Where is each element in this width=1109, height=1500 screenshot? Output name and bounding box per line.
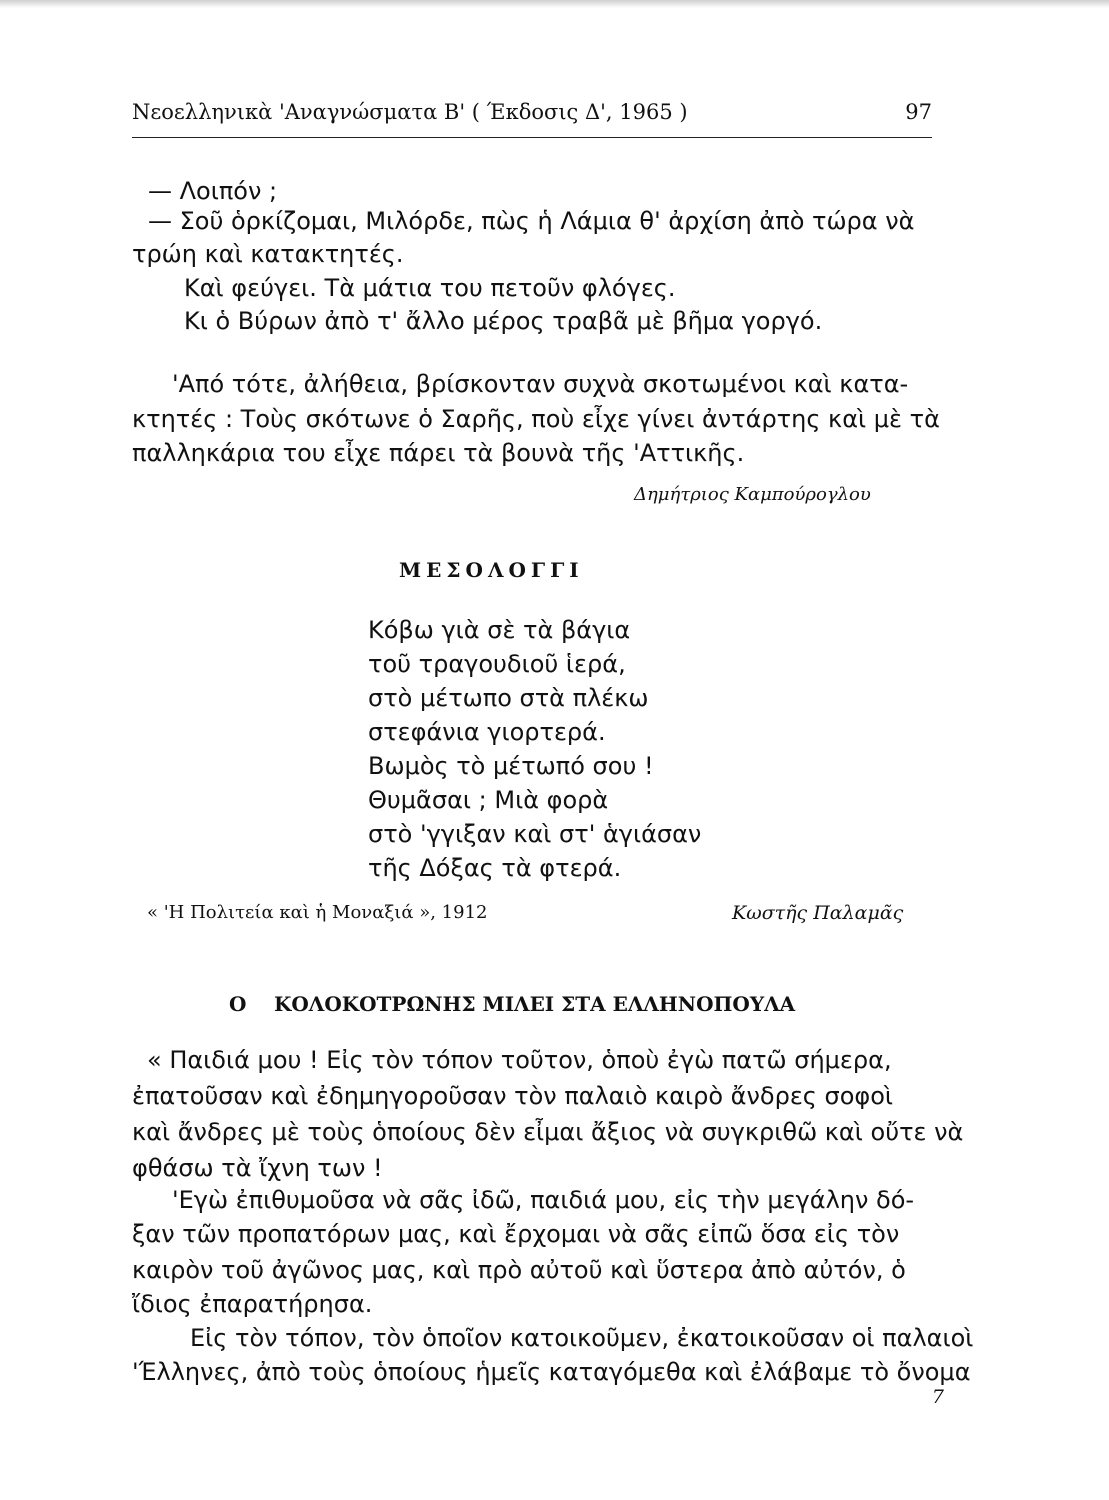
running-header xyxy=(132,100,932,124)
speech-line-3: καὶ ἄνδρες μὲ τοὺς ὁποίους δὲν εἶμαι ἄξιος νὰ συγκριθῶ καὶ οὔτε νὰ xyxy=(132,1118,964,1146)
passage1-line-4: Καὶ φεύγει. Τὰ μάτια του πετοῦν φλόγες. xyxy=(184,274,676,302)
passage1-line-2: — Σοῦ ὁρκίζομαι, Μιλόρδε, πὼς ἡ Λάμια θ' ἀρχίση ἀπὸ τώρα νὰ xyxy=(148,207,915,235)
poem-line-1: Κόβω γιὰ σὲ τὰ βάγια xyxy=(368,616,631,644)
signature-mark: 7 xyxy=(931,1386,944,1408)
poem-author: Κωστῆς Παλαμᾶς xyxy=(732,902,904,924)
speech-line-1: « Παιδιά μου ! Εἰς τὸν τόπον τοῦτον, ὁποὺ ἐγὼ πατῶ σήμερα, xyxy=(147,1046,892,1074)
passage1-line-5: Κι ὁ Βύρων ἀπὸ τ' ἄλλο μέρος τραβᾶ μὲ βῆμα γοργό. xyxy=(184,307,823,335)
speech-line-7: καιρὸν τοῦ ἀγῶνος μας, καὶ πρὸ αὐτοῦ καὶ ὕστερα ἀπὸ αὐτόν, ὁ xyxy=(132,1256,906,1284)
poem-line-5: Βωμὸς τὸ μέτωπό σου ! xyxy=(368,752,654,780)
passage1-line-3: τρώη καὶ κατακτητές. xyxy=(132,240,404,268)
poem-line-8: τῆς Δόξας τὰ φτερά. xyxy=(368,854,622,882)
poem-line-7: στὸ 'γγιξαν καὶ στ' ἁγιάσαν xyxy=(368,820,702,848)
speech-title: ΚΟΛΟΚΟΤΡΩΝΗΣ ΜΙΛΕΙ ΣΤΑ ΕΛΛΗΝΟΠΟΥΛΑ xyxy=(274,992,796,1016)
speech-line-8: ἴδιος ἐπαρατήρησα. xyxy=(132,1290,373,1318)
speech-line-6: ξαν τῶν προπατόρων μας, καὶ ἔρχομαι νὰ σᾶς εἰπῶ ὅσα εἰς τὸν xyxy=(132,1220,900,1248)
poem-line-4: στεφάνια γιορτερά. xyxy=(368,718,606,746)
poem-line-2: τοῦ τραγουδιοῦ ἱερά, xyxy=(368,650,626,678)
header-title: Νεοελληνικὰ 'Αναγνώσματα Β' ( Έκδοσις Δ', 1965 ) xyxy=(132,100,688,124)
poem-line-3: στὸ μέτωπο στὰ πλέκω xyxy=(368,684,649,712)
poem-source: « 'Η Πολιτεία καὶ ἡ Μοναξιά », 1912 xyxy=(147,902,488,923)
speech-line-5: 'Εγὼ ἐπιθυμοῦσα νὰ σᾶς ἰδῶ, παιδιά μου, εἰς τὴν μεγάλην δό- xyxy=(172,1186,915,1214)
speech-line-10: 'Έλληνες, ἀπὸ τοὺς ὁποίους ἡμεῖς καταγόμεθα καὶ ἐλάβαμε τὸ ὄνομα xyxy=(132,1358,971,1386)
passage1-paragraph-line-1: 'Από τότε, ἀλήθεια, βρίσκονταν συχνὰ σκοτωμένοι καὶ κατα- xyxy=(172,370,909,398)
speech-line-4: φθάσω τὰ ἴχνη των ! xyxy=(132,1154,383,1182)
passage1-paragraph-line-2: κτητές : Τοὺς σκότωνε ὁ Σαρῆς, ποὺ εἶχε γίνει ἀντάρτης καὶ μὲ τὰ xyxy=(132,405,940,433)
page-number: 97 xyxy=(905,100,932,124)
poem-title: ΜΕΣΟΛΟΓΓΙ xyxy=(399,558,584,582)
passage1-author: Δημήτριος Καμπούρογλου xyxy=(634,484,871,505)
speech-line-9: Εἰς τὸν τόπον, τὸν ὁποῖον κατοικοῦμεν, ἐκατοικοῦσαν οἱ παλαιοὶ xyxy=(190,1324,974,1352)
speech-line-2: ἐπατοῦσαν καὶ ἐδημηγοροῦσαν τὸν παλαιὸ καιρὸ ἄνδρες σοφοὶ xyxy=(132,1082,894,1110)
passage1-paragraph-line-3: παλληκάρια του εἶχε πάρει τὰ βουνὰ τῆς 'Αττικῆς. xyxy=(132,439,745,467)
poem-line-6: Θυμᾶσαι ; Μιὰ φορὰ xyxy=(368,786,609,814)
scan-top-edge xyxy=(0,0,1109,8)
passage1-line-1: — Λοιπόν ; xyxy=(148,177,278,205)
header-rule xyxy=(132,137,932,138)
speech-title-prefix: Ο xyxy=(229,992,247,1016)
